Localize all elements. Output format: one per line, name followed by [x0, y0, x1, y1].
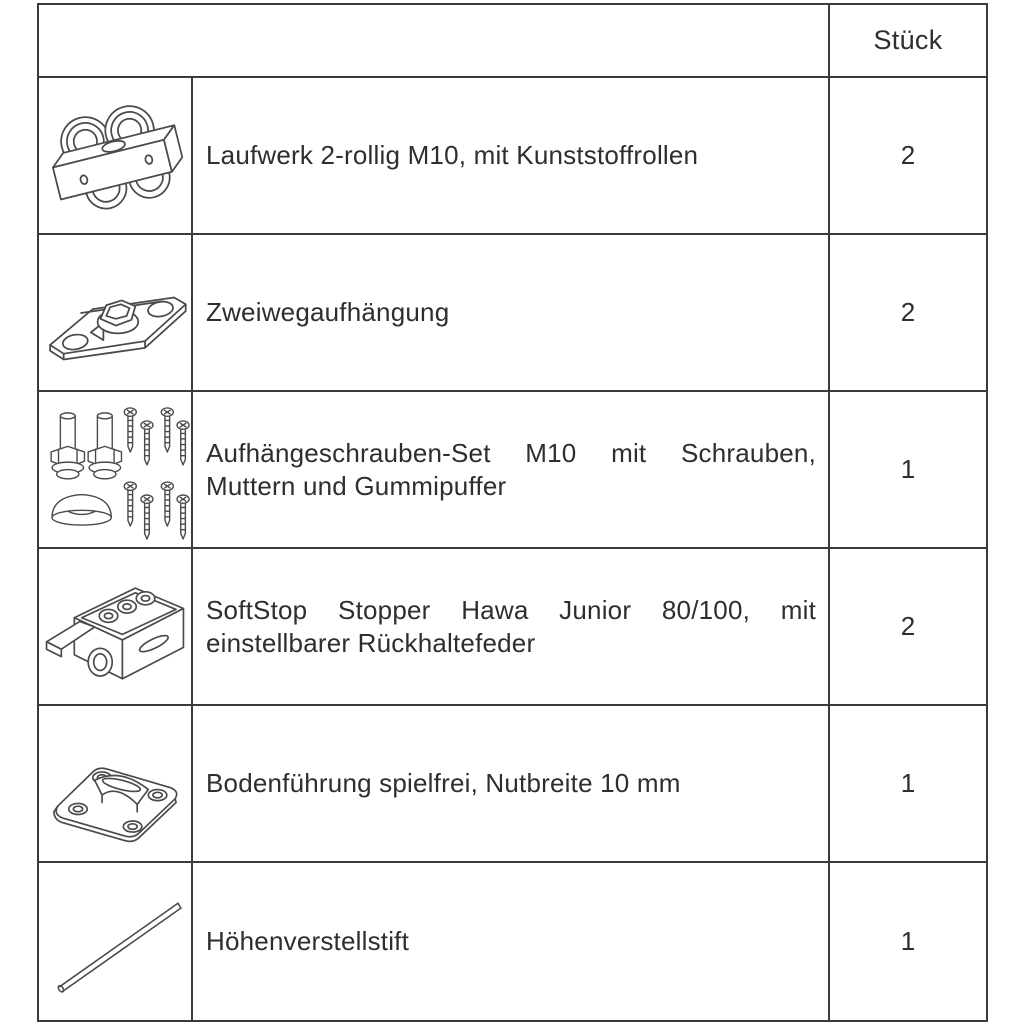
item-quantity-cell: [830, 78, 986, 235]
parts-table: [37, 3, 988, 1022]
softstop-stopper-icon: [41, 564, 189, 690]
header-item-cell: [39, 5, 830, 78]
two-way-suspension-plate-icon: [42, 251, 188, 375]
item-description: Zweiwegaufhängung: [206, 297, 450, 328]
item-description: Aufhängeschrauben-Set M10 mit Schrauben, Muttern und Gummipuffer: [206, 438, 816, 501]
double-roller-trolley-icon: [42, 92, 188, 220]
item-quantity-cell: [830, 235, 986, 392]
item-description: Höhenverstellstift: [206, 926, 410, 957]
item-image-cell: [39, 235, 193, 392]
item-description-cell: [193, 235, 830, 392]
item-description-cell: [193, 78, 830, 235]
item-quantity: 1: [900, 768, 916, 798]
item-description: Bodenführung spielfrei, Nutbreite 10 mm: [206, 768, 681, 799]
item-description: Laufwerk 2-rollig M10, mit Kunststoffrollen: [206, 140, 699, 171]
item-image-cell: [39, 863, 193, 1020]
suspension-screw-set-icon: [40, 400, 190, 540]
item-quantity: 1: [900, 454, 916, 484]
item-image-cell: [39, 392, 193, 549]
header-qty-cell: [830, 5, 986, 78]
item-quantity-cell: [830, 392, 986, 549]
item-quantity-cell: [830, 549, 986, 706]
item-quantity: 1: [900, 926, 916, 956]
item-quantity: 2: [900, 297, 916, 327]
item-image-cell: [39, 78, 193, 235]
item-quantity-cell: [830, 706, 986, 863]
item-image-cell: [39, 706, 193, 863]
height-adjustment-pin-icon: [42, 880, 188, 1004]
qty-header-label: Stück: [873, 25, 943, 55]
floor-guide-icon: [41, 721, 189, 847]
item-description: SoftStop Stopper Hawa Junior 80/100, mit einstellbarer Rückhaltefeder: [206, 595, 816, 658]
item-description-cell: [193, 392, 830, 549]
item-quantity: 2: [900, 611, 916, 641]
item-image-cell: [39, 549, 193, 706]
item-description-cell: [193, 549, 830, 706]
item-description-cell: [193, 863, 830, 1020]
item-description-cell: [193, 706, 830, 863]
item-quantity: 2: [900, 140, 916, 170]
item-quantity-cell: [830, 863, 986, 1020]
